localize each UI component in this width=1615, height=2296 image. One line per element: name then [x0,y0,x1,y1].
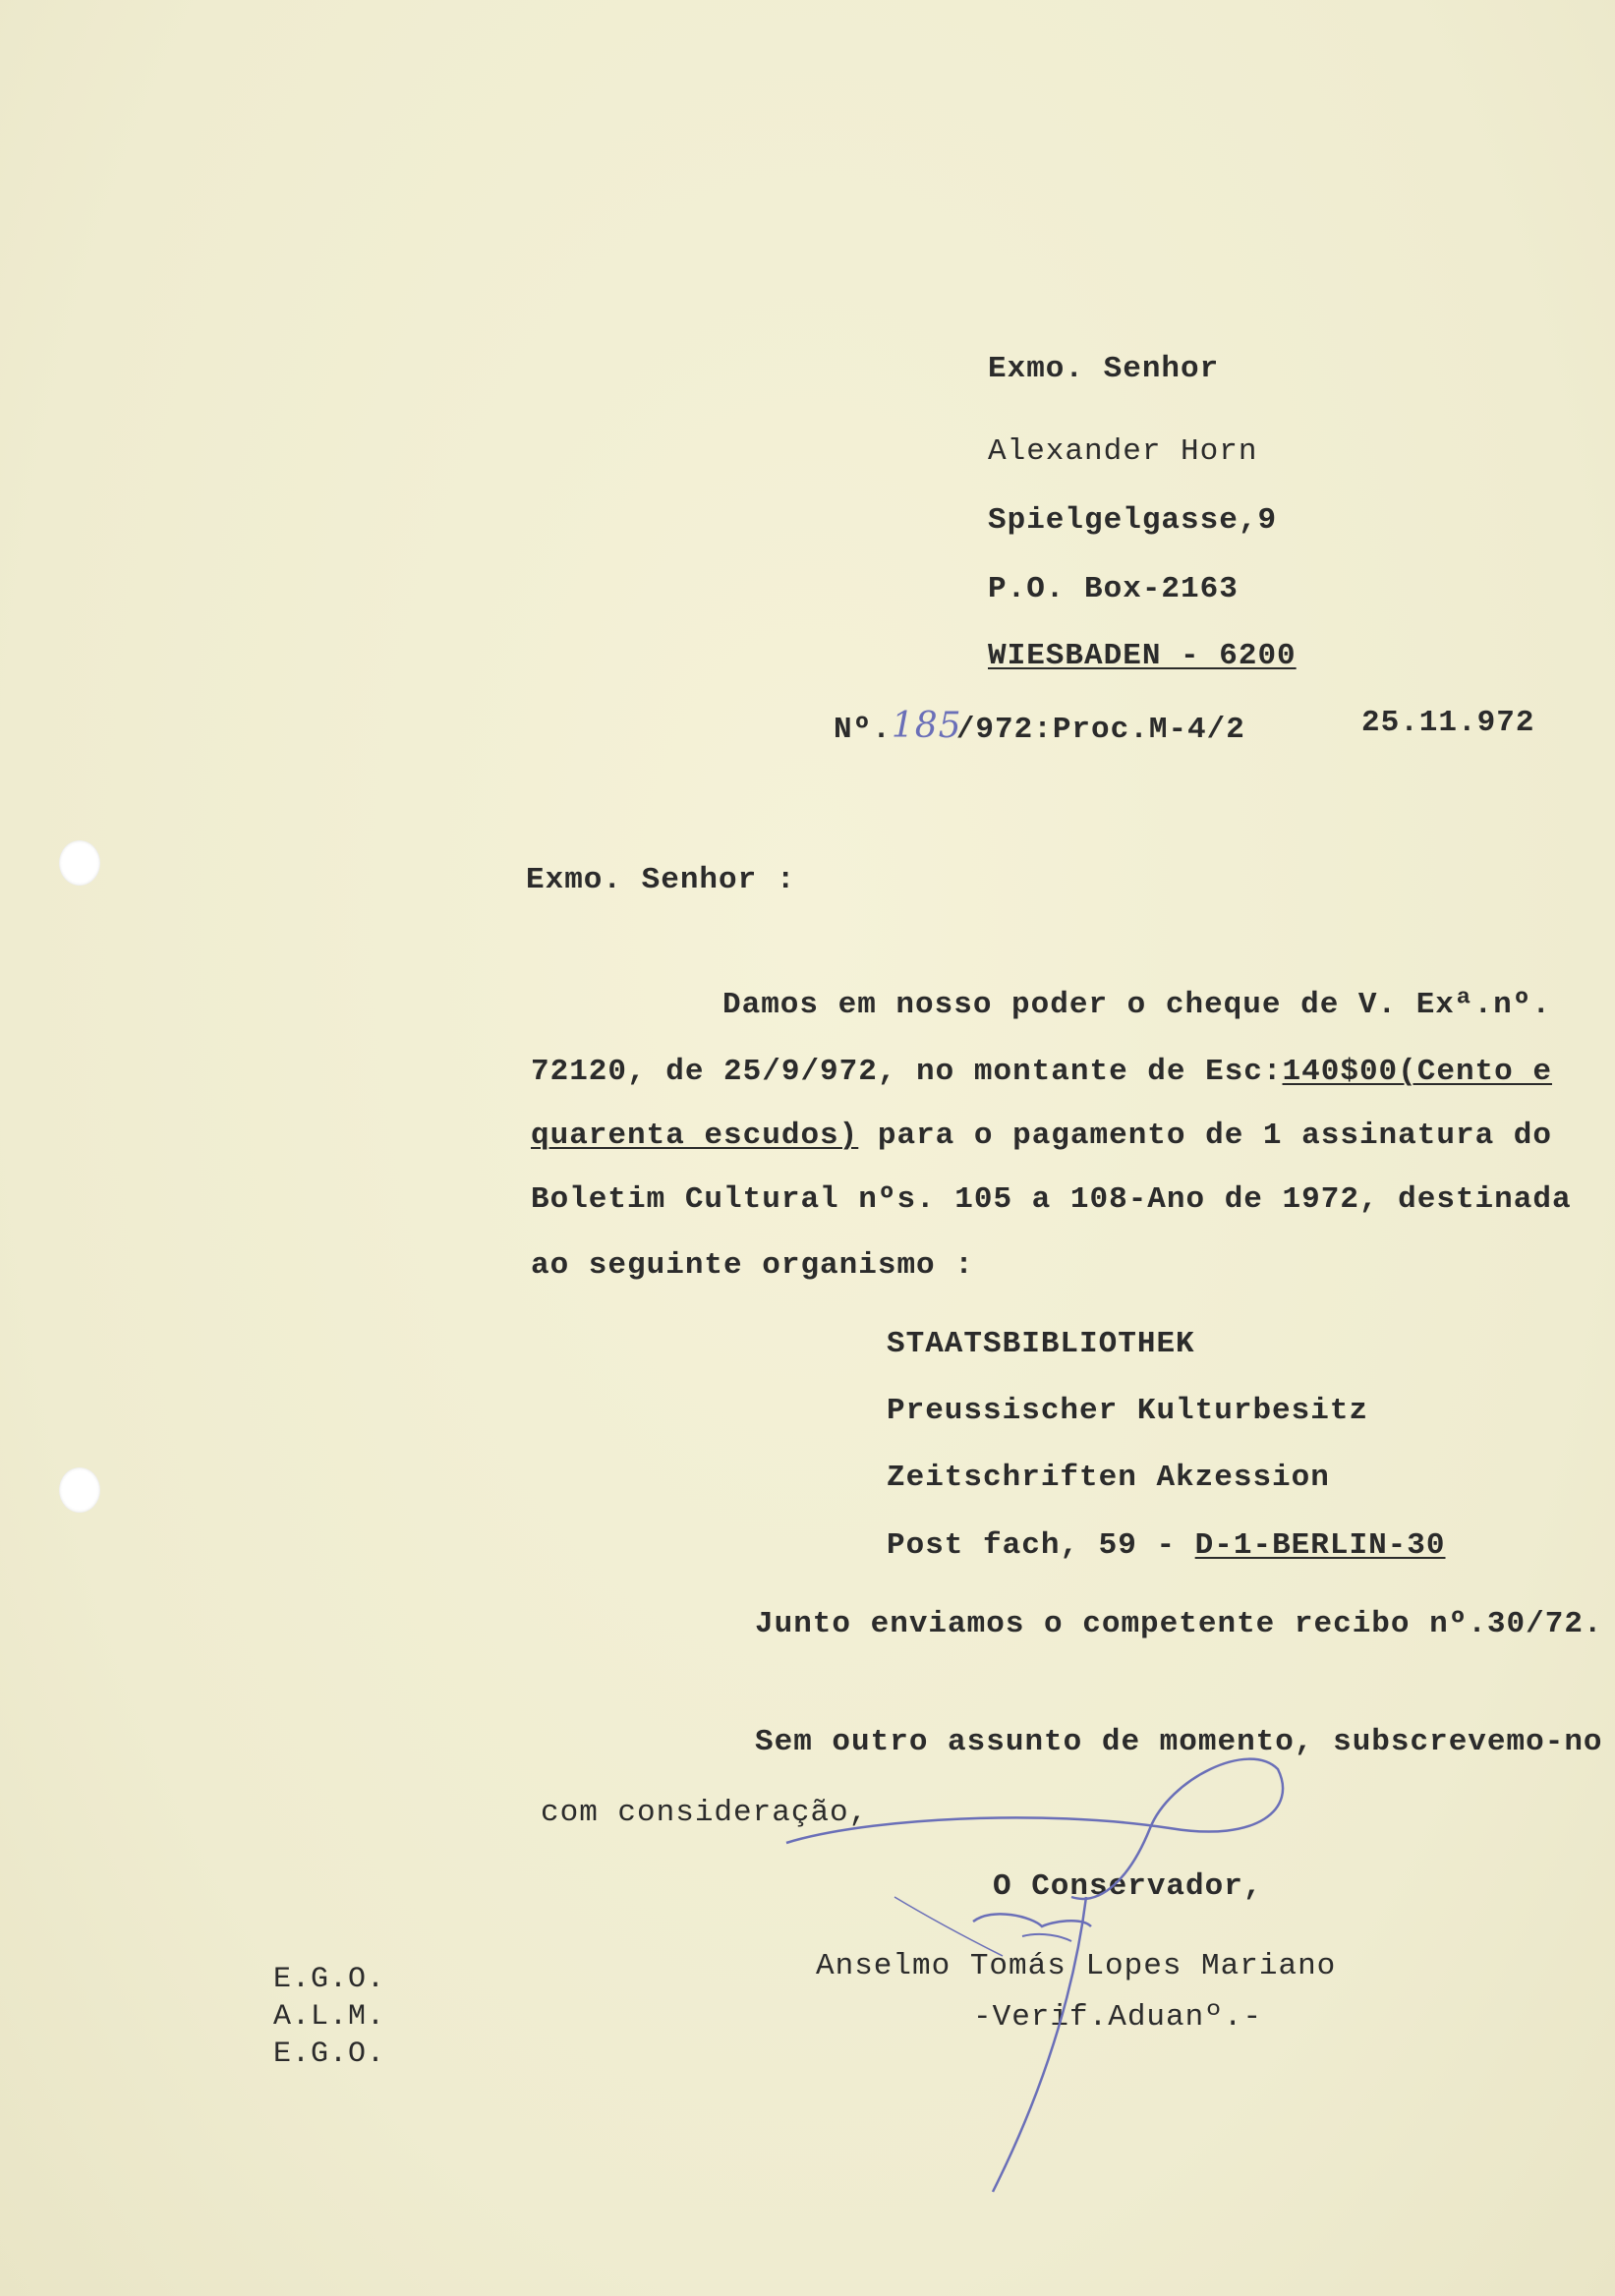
recipient-city: WIESBADEN - 6200 [988,639,1297,673]
greeting: Exmo. Senhor : [526,863,796,897]
body-line-2-text: 72120, de 25/9/972, no montante de Esc: [531,1055,1283,1089]
handwritten-signature [747,1750,1337,2241]
enclosure-note: Junto enviamos o competente recibo nº.30/72. [755,1607,1603,1641]
letter-date: 25.11.972 [1361,706,1535,740]
closing-line-1: Sem outro assunto de momento, subscrevemo-no [755,1725,1603,1759]
closing-line-2: com consideração, [541,1796,869,1830]
signatory-role: -Verif.Aduanº.- [973,2000,1263,2035]
punch-hole-top [59,840,100,886]
organism-line-4 [887,1528,1446,1563]
organism-line-2: Preussischer Kulturbesitz [887,1394,1369,1428]
recipient-pobox: P.O. Box-2163 [988,572,1239,606]
body-line-1: Damos em nosso poder o cheque de V. Exª.nº. [722,988,1551,1022]
amount-underlined: 140$00(Cento e [1282,1055,1552,1089]
organism-line-1: STAATSBIBLIOTHEK [887,1327,1195,1361]
organism-line-4-text: Post fach, 59 - [887,1528,1195,1563]
reference-prefix: Nº. [834,713,892,747]
body-line-2 [531,1055,1552,1089]
body-line-5: ao seguinte organismo : [531,1248,974,1283]
recipient-street: Spielgelgasse,9 [988,503,1278,538]
organism-line-3: Zeitschriften Akzession [887,1461,1330,1495]
signatory-title: O Conservador, [993,1869,1263,1904]
reference-suffix: /972:Proc.M-4/2 [955,713,1245,747]
punch-hole-bottom [59,1467,100,1513]
initials-line-2: A.L.M. [273,2000,386,2034]
signatory-name: Anselmo Tomás Lopes Mariano [816,1949,1337,1983]
recipient-salutation: Exmo. Senhor [988,352,1220,386]
initials-line-3: E.G.O. [273,2038,386,2071]
initials-line-1: E.G.O. [273,1963,386,1996]
initials-block [273,1961,385,2073]
reference-number: 185 [891,706,962,746]
recipient-name: Alexander Horn [988,434,1258,469]
amount-words-underlined: quarenta escudos) [531,1119,859,1153]
body-line-4: Boletim Cultural nºs. 105 a 108-Ano de 1972, destinada [531,1182,1572,1217]
body-line-3 [531,1119,1552,1153]
organism-city-underlined: D-1-BERLIN-30 [1194,1528,1446,1563]
reference-line [834,706,1245,747]
body-line-3-text: para o pagamento de 1 assinatura do [858,1119,1552,1153]
